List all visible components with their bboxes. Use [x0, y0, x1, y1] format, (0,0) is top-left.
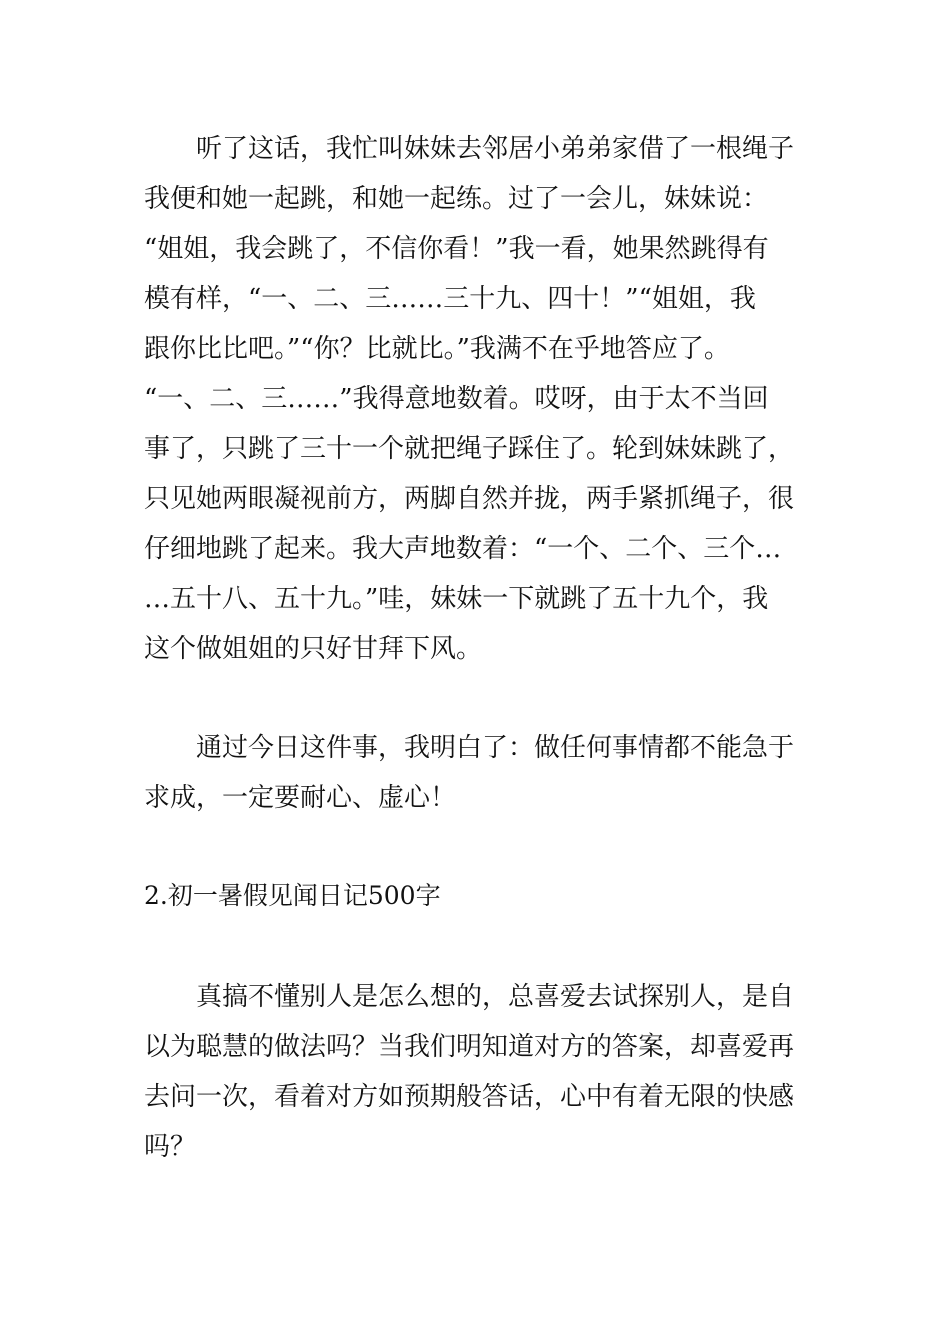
line-text: 仔细地跳了起来。我大声地数着：“一个、二个、三个… — [144, 534, 782, 564]
text-line — [0, 972, 950, 1022]
line-text: 只见她两眼凝视前方，两脚自然并拢，两手紧抓绳子，很 — [144, 484, 795, 514]
line-text: 去问一次，看着对方如预期般答话，心中有着无限的快感 — [144, 1082, 795, 1112]
text-line — [0, 1072, 950, 1122]
section-heading — [0, 871, 950, 921]
text-line — [0, 424, 950, 474]
line-text: 真搞不懂别人是怎么想的，总喜爱去试探别人，是自 — [196, 982, 795, 1012]
text-line — [0, 574, 950, 624]
line-text: “姐姐，我会跳了，不信你看！”我一看，她果然跳得有 — [144, 234, 769, 264]
line-text: 求成，一定要耐心、虚心！ — [144, 783, 457, 813]
line-text: “一、二、三……”我得意地数着。哎呀，由于太不当回 — [144, 384, 769, 414]
text-line — [0, 723, 950, 773]
line-text: 通过今日这件事，我明白了：做任何事情都不能急于 — [196, 733, 795, 763]
text-line — [0, 474, 950, 524]
text-line — [0, 773, 950, 823]
text-line — [0, 624, 950, 674]
text-line — [0, 1122, 950, 1172]
line-text: 吗？ — [144, 1132, 197, 1162]
text-line — [0, 374, 950, 424]
line-text: 模有样，“一、二、三……三十九、四十！”“姐姐，我 — [144, 284, 756, 314]
text-line — [0, 524, 950, 574]
text-line — [0, 1022, 950, 1072]
text-line — [0, 174, 950, 224]
line-text: 我便和她一起跳，和她一起练。过了一会儿，妹妹说： — [144, 184, 769, 214]
line-text: 听了这话，我忙叫妹妹去邻居小弟弟家借了一根绳子 — [196, 134, 795, 164]
text-line — [0, 224, 950, 274]
text-line — [0, 324, 950, 374]
line-text: 这个做姐姐的只好甘拜下风。 — [144, 634, 483, 664]
line-text: 事了，只跳了三十一个就把绳子踩住了。轮到妹妹跳了， — [144, 434, 795, 464]
line-text: 跟你比比吧。”“你？比就比。”我满不在乎地答应了。 — [144, 334, 730, 364]
heading-text: 2.初一暑假见闻日记500字 — [144, 881, 441, 910]
text-line — [0, 274, 950, 324]
line-text: 以为聪慧的做法吗？当我们明知道对方的答案，却喜爱再 — [144, 1032, 795, 1062]
line-text: …五十八、五十九。”哇，妹妹一下就跳了五十九个，我 — [144, 584, 769, 614]
text-line — [0, 124, 950, 174]
